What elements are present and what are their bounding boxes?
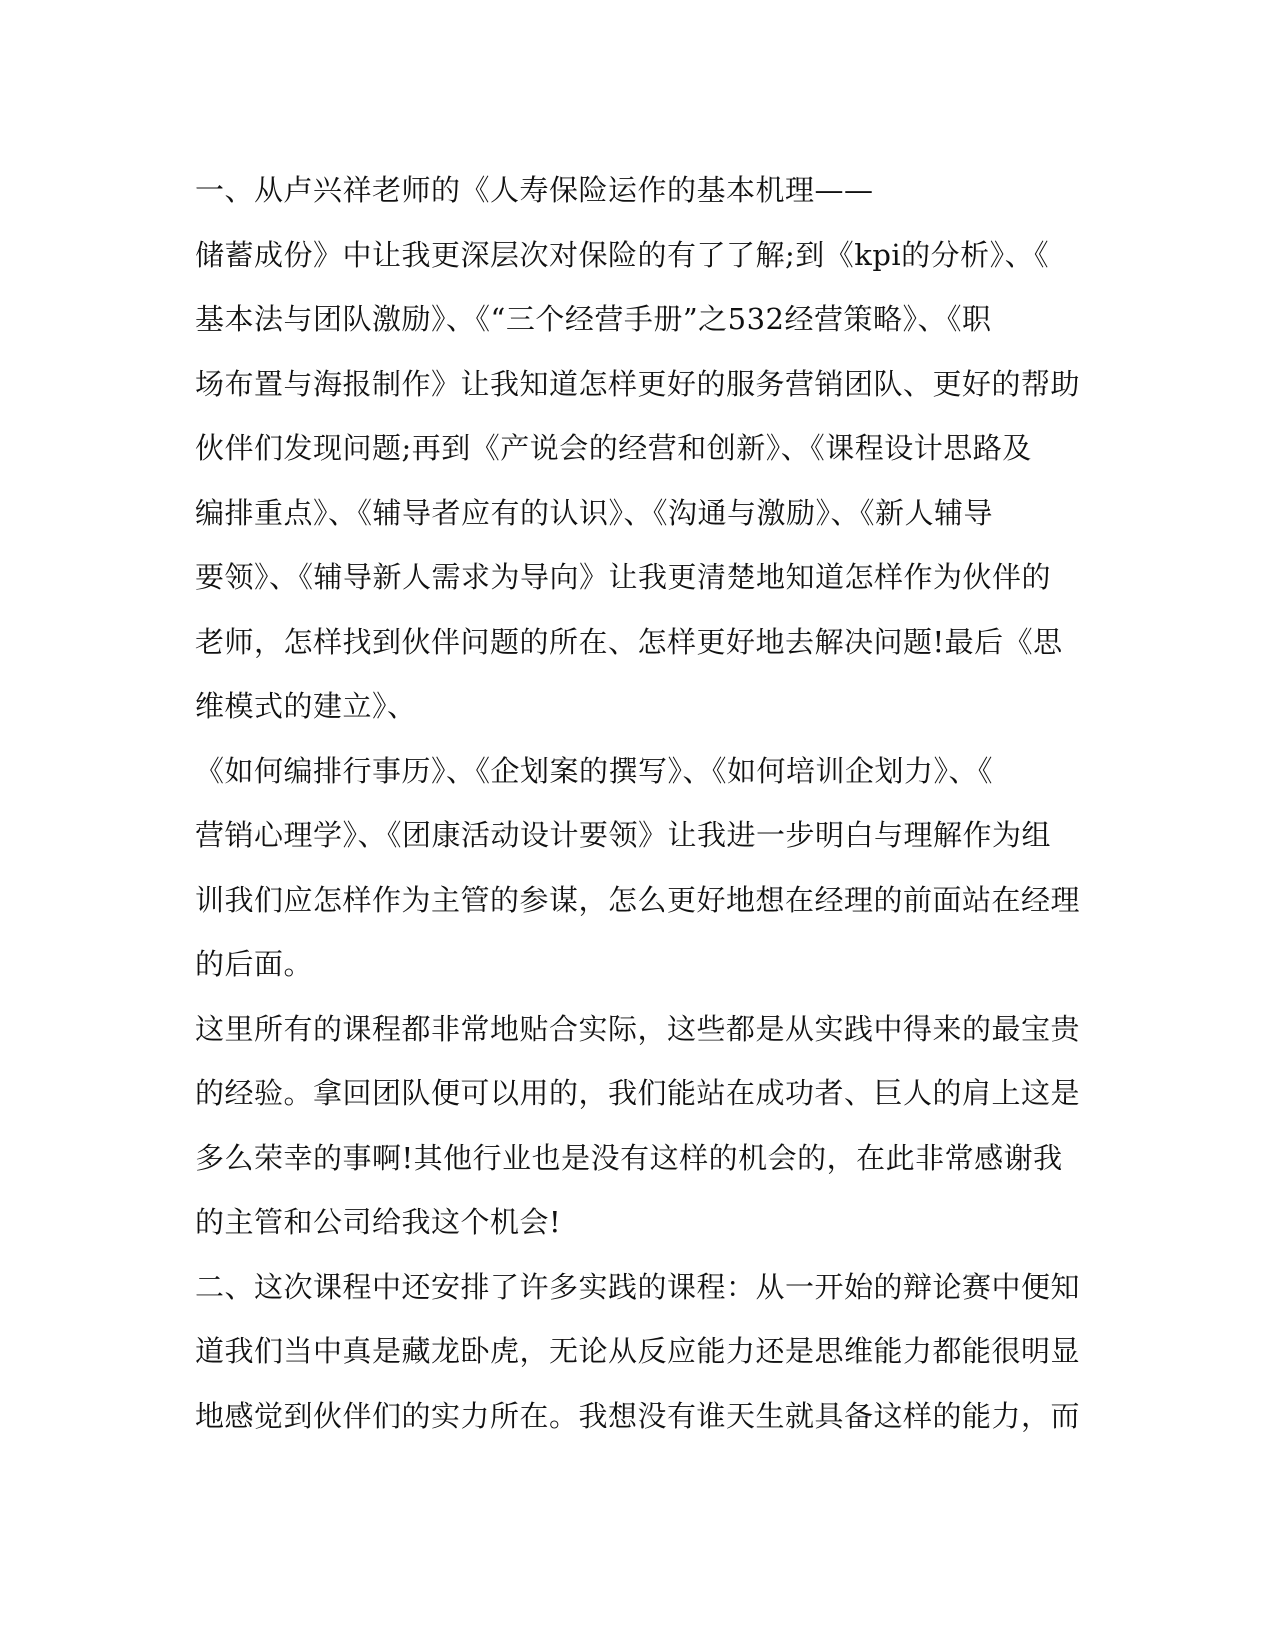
text-line: 二、这次课程中还安排了许多实践的课程：从一开始的辩论赛中便知: [195, 1269, 1081, 1304]
text-line: 训我们应怎样作为主管的参谋，怎么更好地想在经理的前面站在经理: [195, 882, 1081, 917]
text-line: 一、从卢兴祥老师的《人寿保险运作的基本机理——: [195, 173, 874, 207]
text-line: 的后面。: [195, 947, 314, 981]
text-line: 的经验。拿回团队便可以用的，我们能站在成功者、巨人的肩上这是: [195, 1076, 1081, 1110]
text-line: 储蓄成份》中让我更深层次对保险的有了了解;到《kpi的分析》、《: [195, 237, 1050, 272]
text-line: 编排重点》、《辅导者应有的认识》、《沟通与激励》、《新人辅导: [195, 495, 994, 530]
text-line: 多么荣幸的事啊!其他行业也是没有这样的机会的，在此非常感谢我: [195, 1140, 1063, 1175]
text-line: 营销心理学》、《团康活动设计要领》让我进一步明白与理解作为组: [195, 818, 1052, 852]
text-line: 的主管和公司给我这个机会!: [195, 1205, 562, 1239]
text-line: 道我们当中真是藏龙卧虎，无论从反应能力还是思维能力都能很明显: [195, 1334, 1081, 1368]
text-line: 基本法与团队激励》、《“三个经营手册”之532经营策略》、《职: [195, 302, 992, 336]
text-line: 地感觉到伙伴们的实力所在。我想没有谁天生就具备这样的能力，而: [195, 1398, 1081, 1433]
text-line: 场布置与海报制作》让我知道怎样更好的服务营销团队、更好的帮助: [195, 366, 1081, 401]
text-line: 《如何编排行事历》、《企划案的撰写》、《如何培训企划力》、《: [195, 753, 994, 788]
text-line: 这里所有的课程都非常地贴合实际，这些都是从实践中得来的最宝贵: [195, 1011, 1081, 1046]
text-line: 老师，怎样找到伙伴问题的所在、怎样更好地去解决问题!最后《思: [195, 624, 1063, 659]
text-line: 要领》、《辅导新人需求为导向》让我更清楚地知道怎样作为伙伴的: [195, 560, 1052, 594]
text-line: 维模式的建立》、: [195, 689, 417, 723]
text-line: 伙伴们发现问题;再到《产说会的经营和创新》、《课程设计思路及: [195, 431, 1032, 465]
body-text: [195, 158, 1081, 1448]
